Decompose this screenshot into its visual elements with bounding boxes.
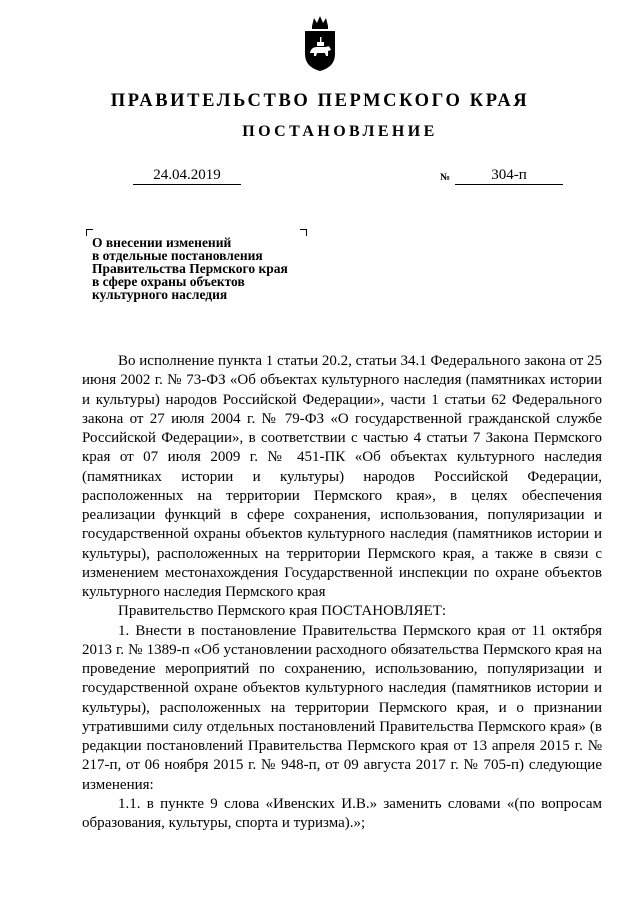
document-body [82,352,602,833]
subject-line: культурного наследия [92,287,228,302]
subject-line: О внесении изменений [92,235,232,250]
subject-line: Правительства Пермского края [92,261,288,276]
document-type: ПОСТАНОВЛЕНИЕ [242,123,438,140]
body-paragraph: 1.1. в пункте 9 слова «Ивенских И.В.» заменить словами «(по вопросам образования, культуры, спорта и туризма).»; [82,795,602,831]
subject-corner-mark-right [300,229,307,236]
document-date: 24.04.2019 [133,167,241,185]
body-paragraph: Правительство Пермского края ПОСТАНОВЛЯЕТ: [118,603,447,620]
subject-line: в сфере охраны объектов [92,274,245,289]
number-sign: № [440,172,451,183]
perm-krai-coat-of-arms-icon [302,14,338,72]
document-number: 304-п [455,167,563,185]
body-paragraph: 1. Внести в постановление Правительства Пермского края от 11 октября 2013 г. № 1389-п «Об установлении расходного обязательства Пермского края на проведение мероприятий по сохранению, использованию, популяризации и государственной охране объектов культурного наследия (памятников истории и культуры), расположенных на территории Пермского края, и о признании утратившими силу отдельных постановлений Правительства Пермского края» (в редакции постановлений Правительства Пермского края от 13 апреля 2015 г. № 217-п, от 06 ноября 2015 г. № 948-п, от 09 августа 2017 г. № 705-п) следующие изменения: [82,622,602,793]
subject-line: в отдельные постановления [92,248,263,263]
body-paragraph: Во исполнение пункта 1 статьи 20.2, статьи 34.1 Федерального закона от 25 июня 2002 г. № 73-ФЗ «Об объектах культурного наследия (памятниках истории и культуры) народов Российской Федерации», части 1 статьи 62 Федерального закона от 27 июля 2004 г. № 79-ФЗ «О государственной гражданской службе Российской Федерации», в соответствии с частью 4 статьи 7 Закона Пермского края от 07 июля 2009 г. № 451-ПК «Об объектах культурного наследия (памятниках истории и культуры) народов Российской Федерации, расположенных на территории Пермского края», в целях обеспечения реализации функций в сфере сохранения, использования, популяризации и государственной охраны объектов культурного наследия (памятников истории и культуры), расположенных на территории Пермского края, а также в связи с изменением местонахождения Государственной инспекции по охране объектов культурного наследия Пермского края [82,353,602,600]
document-subject [92,236,332,301]
government-title: ПРАВИТЕЛЬСТВО ПЕРМСКОГО КРАЯ [110,91,530,111]
